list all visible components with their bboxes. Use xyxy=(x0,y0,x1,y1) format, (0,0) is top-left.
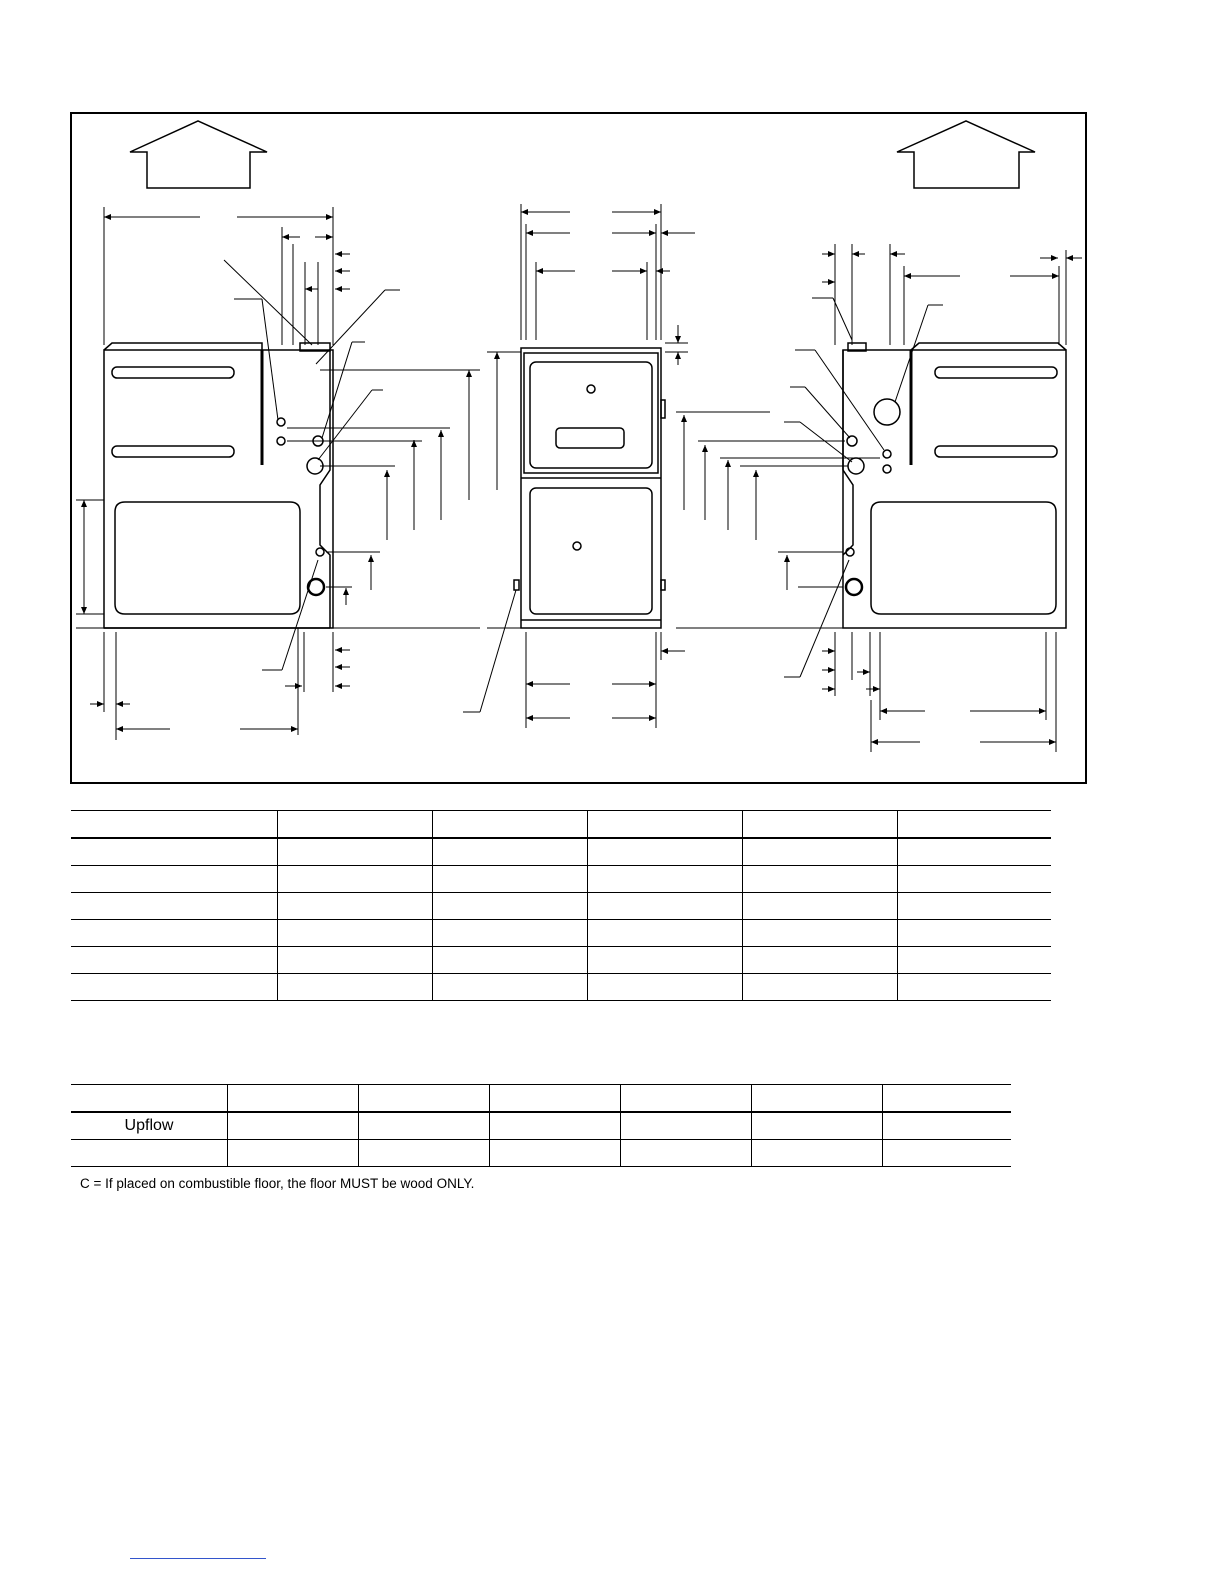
table-row xyxy=(71,1140,1011,1167)
footnote-text: C = If placed on combustible floor, the floor MUST be wood ONLY. xyxy=(80,1176,475,1191)
row-label: Upflow xyxy=(71,1112,228,1140)
dimensions-table xyxy=(71,810,1051,1001)
table-row xyxy=(71,1112,1011,1140)
front-view xyxy=(514,348,665,628)
airflow-arrow-right xyxy=(897,121,1035,188)
clearance-table xyxy=(71,1084,1011,1167)
left-side-view xyxy=(104,343,333,735)
row-label xyxy=(71,1140,228,1167)
right-side-view xyxy=(843,343,1066,628)
footer-link-underline[interactable] xyxy=(130,1558,266,1559)
airflow-arrow-left xyxy=(130,121,267,188)
